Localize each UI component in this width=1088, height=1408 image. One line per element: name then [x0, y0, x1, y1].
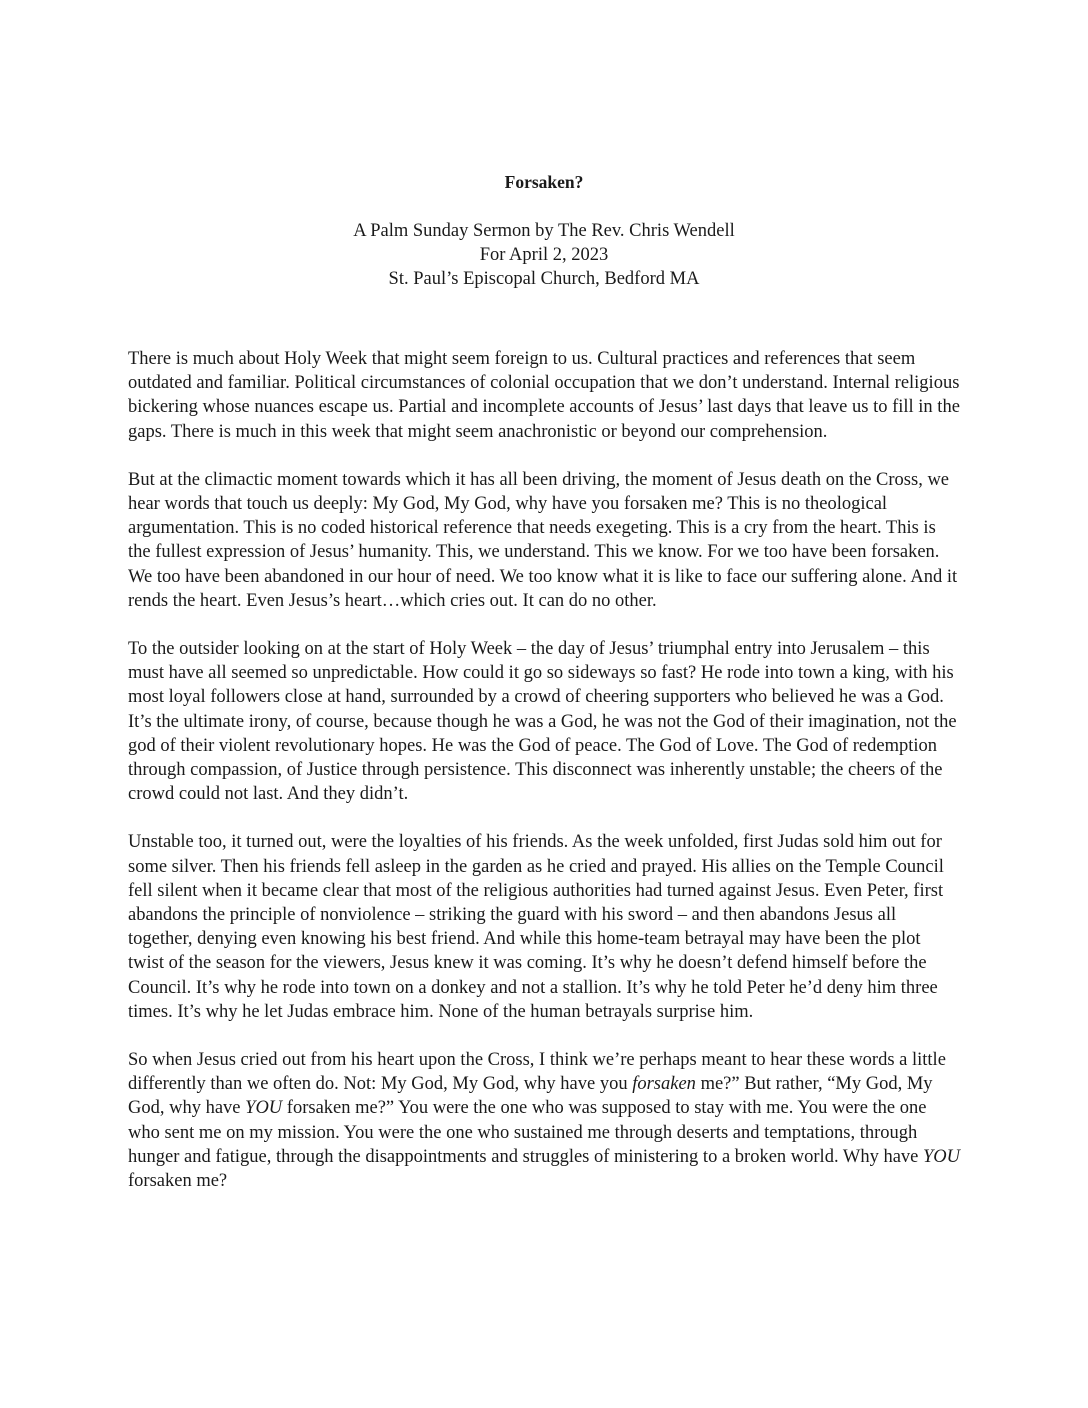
paragraph-2: But at the climactic moment towards which it has all been driving, the moment of Jesus death on the Cross, we hear words that touch us deeply: My God, My God, why have you forsaken me? This is no theological argumentation. This is no coded historical reference that needs exegeting. This is a cry from the heart. This is the fullest expression of Jesus’ humanity. This, we understand. This we know. For we too have been forsaken. We too have been abandoned in our hour of need. We too know what it is like to face our suffering alone. And it rends the heart. Even Jesus’s heart…which cries out. It can do no other.: [128, 469, 958, 611]
paragraph-3: To the outsider looking on at the start of Holy Week – the day of Jesus’ triumphal entry into Jerusalem – this must have all seemed so unpredictable. How could it go so sideways so fast? He rode into town a king, with his most loyal followers close at hand, surrounded by a crowd of cheering supporters who believed he was a God. It’s the ultimate irony, of course, because though he was a God, he was not the God of their imagination, not the god of their violent revolutionary hopes. He was the God of peace. The God of Love. The God of redemption through compassion, of Justice through persistence. This disconnect was inherently unstable; the cheers of the crowd could not last. And they didn’t.: [128, 639, 957, 805]
emphasis-you-2: YOU: [923, 1146, 961, 1167]
paragraph-5: [128, 1048, 960, 1193]
byline-date: For April 2, 2023: [479, 245, 609, 265]
sermon-body: [128, 347, 960, 1193]
emphasis-forsaken: forsaken: [632, 1074, 696, 1095]
paragraph-1: There is much about Holy Week that might seem foreign to us. Cultural practices and references that seem outdated and familiar. Political circumstances of colonial occupation that we don’t understand. Internal religious bickering whose nuances escape us. Partial and incomplete accounts of Jesus’ last days that leave us to fill in the gaps. There is much in this week that might seem anachronistic or beyond our comprehension.: [128, 349, 960, 442]
emphasis-you-1: YOU: [245, 1098, 283, 1119]
sermon-title: Forsaken?: [504, 172, 584, 192]
sermon-byline: [128, 219, 960, 291]
byline-church: St. Paul’s Episcopal Church, Bedford MA: [388, 269, 700, 289]
paragraph-5-part-4: forsaken me?: [128, 1171, 228, 1192]
paragraph-5-part-3: forsaken me?” You were the one who was supposed to stay with me. You were the one who sent me on my mission. You were the one who sustained me through deserts and temptations, through hunger and fatigue, through the disappointments and struggles of ministering to a broken world. Why have: [128, 1098, 927, 1167]
byline-author: A Palm Sunday Sermon by The Rev. Chris Wendell: [353, 221, 735, 241]
paragraph-5-part-1: So when Jesus cried out from his heart upon the Cross, I think we’re perhaps meant to hear these words a little differently than we often do. Not: My God, My God, why have you: [128, 1050, 946, 1095]
paragraph-5-part-2: me?” But rather, “My God, My God, why have: [128, 1074, 933, 1119]
paragraph-4: Unstable too, it turned out, were the loyalties of his friends. As the week unfolded, first Judas sold him out for some silver. Then his friends fell asleep in the garden as he cried and prayed. His allies on the Temple Council fell silent when it became clear that most of the religious authorities had turned against Jesus. Even Peter, first abandons the principle of nonviolence – striking the guard with his sword – and then abandons Jesus all together, denying even knowing his best friend. And while this home-team betrayal may have been the plot twist of the season for the viewers, Jesus knew it was coming. It’s why he doesn’t defend himself before the Council. It’s why he rode into town on a donkey and not a stallion. It’s why he told Peter he’d deny him three times. It’s why he let Judas embrace him. None of the human betrayals surprise him.: [128, 832, 944, 1022]
document-page: [128, 170, 960, 1217]
